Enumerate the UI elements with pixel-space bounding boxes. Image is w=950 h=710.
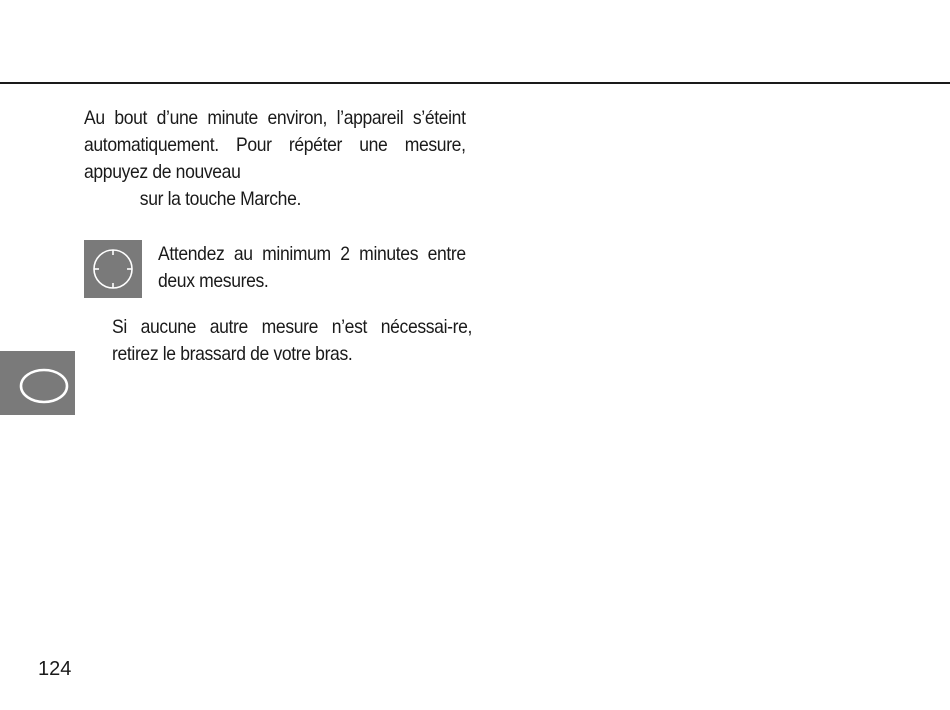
paragraph-remove-cuff: Si aucune autre mesure n’est nécessai-re, retirez le brassard de votre bras. [112, 316, 472, 365]
header-rule [0, 82, 950, 84]
clock-icon [84, 240, 142, 298]
language-oval-icon [0, 351, 75, 415]
paragraph-auto-off [84, 105, 466, 213]
paragraph-auto-off-continuation: sur la touche Marche. [139, 188, 301, 210]
paragraph-auto-off-text: Au bout d’une minute environ, l’appareil s’éteint automatiquement. Pour répéter une mesure, appuyez de nouveau [84, 107, 466, 183]
note-wait-text: Attendez au minimum 2 minutes entre deux mesures. [158, 243, 466, 292]
page-number: 124 [38, 658, 72, 680]
language-tab [0, 351, 75, 415]
clock-icon-graphic [84, 240, 142, 298]
